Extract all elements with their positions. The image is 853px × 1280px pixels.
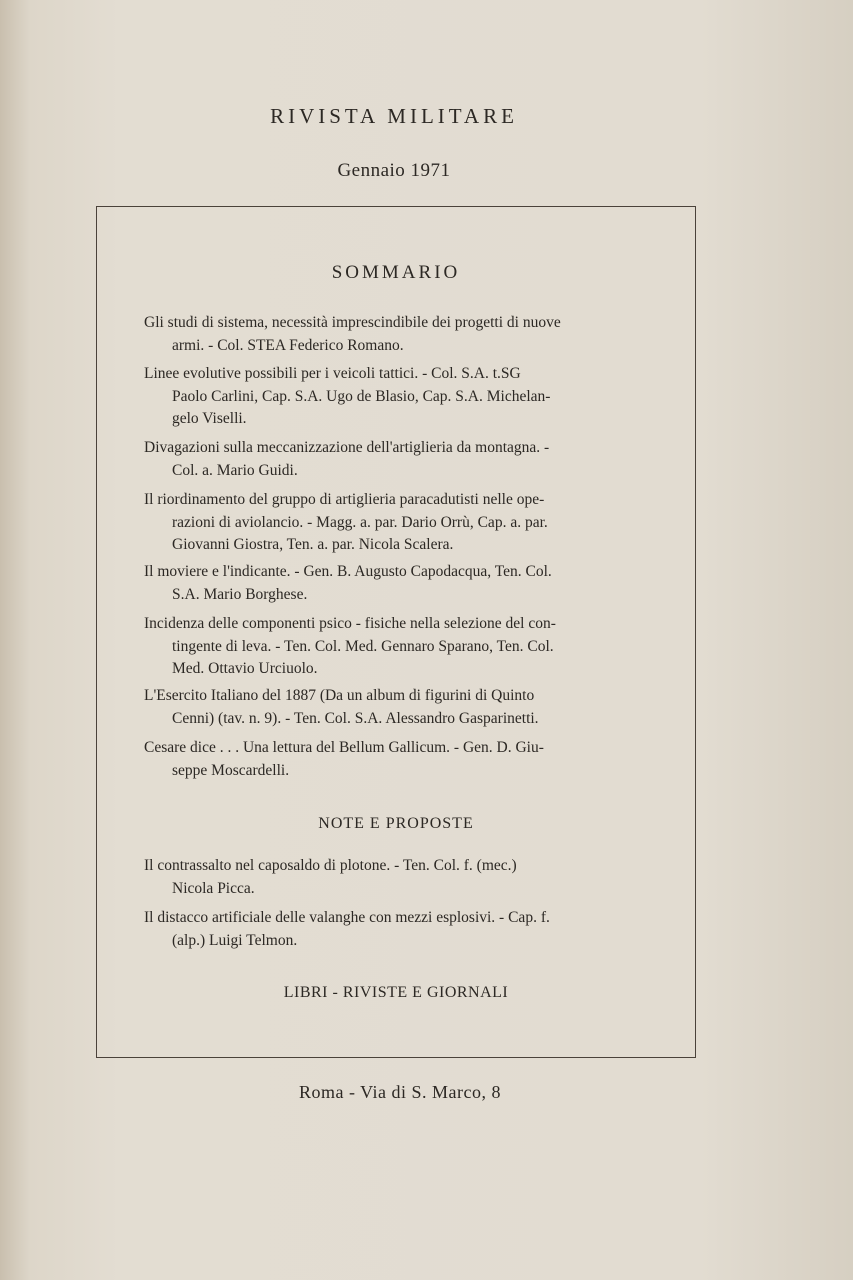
journal-title: RIVISTA MILITARE: [270, 104, 518, 128]
toc-entry-line: Il riordinamento del gruppo di artiglieria paracadutisti nelle ope-: [144, 491, 545, 508]
toc-entry-line: Col. a. Mario Guidi.: [172, 461, 298, 479]
toc-entry-line: S.A. Mario Borghese.: [172, 585, 308, 603]
toc-entry: [144, 613, 649, 681]
note-entry-line: Il distacco artificiale delle valanghe con mezzi esplosivi. - Cap. f.: [144, 909, 550, 926]
toc-entry-line: Cenni) (tav. n. 9). - Ten. Col. S.A. Alessandro Gasparinetti.: [172, 709, 539, 727]
toc-entry: [144, 312, 649, 357]
toc-entry-line: Il moviere e l'indicante. - Gen. B. Augusto Capodacqua, Ten. Col.: [144, 563, 552, 580]
toc-entry-line: Cesare dice . . . Una lettura del Bellum Gallicum. - Gen. D. Giu-: [144, 739, 544, 756]
toc-entry-line: tingente di leva. - Ten. Col. Med. Gennaro Sparano, Ten. Col.: [172, 637, 554, 655]
issue-date: Gennaio 1971: [337, 160, 451, 181]
toc-entry-line: razioni di aviolancio. - Magg. a. par. Dario Orrù, Cap. a. par.: [172, 513, 548, 531]
note-entry-line: (alp.) Luigi Telmon.: [172, 931, 298, 949]
toc-entry-line: Med. Ottavio Urciuolo.: [172, 660, 318, 677]
toc-entry-line: Linee evolutive possibili per i veicoli tattici. - Col. S.A. t.SG: [144, 365, 521, 382]
toc-entry-line: Incidenza delle componenti psico - fisiche nella selezione del con-: [144, 615, 556, 632]
toc-entry: [144, 685, 649, 730]
toc-entry-line: L'Esercito Italiano del 1887 (Da un album di figurini di Quinto: [144, 687, 535, 704]
note-entry: [144, 855, 649, 900]
toc-entry: [144, 489, 649, 557]
note-entry: [144, 907, 649, 952]
toc-entry: [144, 437, 649, 482]
note-entry-line: Il contrassalto nel caposaldo di plotone. - Ten. Col. f. (mec.): [144, 857, 517, 874]
contents-frame: [96, 206, 696, 1058]
toc-entry-line: armi. - Col. STEA Federico Romano.: [172, 336, 404, 354]
toc-entry-line: seppe Moscardelli.: [172, 761, 290, 779]
toc-entry: [144, 363, 649, 431]
toc-entry-line: Paolo Carlini, Cap. S.A. Ugo de Blasio, Cap. S.A. Michelan-: [172, 387, 551, 405]
toc-entry: [144, 561, 649, 606]
books-heading: LIBRI - RIVISTE E GIORNALI: [283, 984, 509, 1001]
note-entry-line: Nicola Picca.: [172, 879, 255, 897]
toc-entry-line: Divagazioni sulla meccanizzazione dell'artiglieria da montagna. -: [144, 439, 550, 456]
toc-entry: [144, 737, 649, 782]
toc-entry-line: Giovanni Giostra, Ten. a. par. Nicola Scalera.: [172, 536, 454, 553]
toc-entry-line: Gli studi di sistema, necessità imprescindibile dei progetti di nuove: [144, 314, 561, 331]
toc-entry-line: gelo Viselli.: [172, 410, 247, 427]
notes-heading: NOTE E PROPOSTE: [318, 815, 474, 832]
contents-heading: SOMMARIO: [331, 262, 461, 283]
publisher-address: Roma - Via di S. Marco, 8: [298, 1082, 502, 1102]
